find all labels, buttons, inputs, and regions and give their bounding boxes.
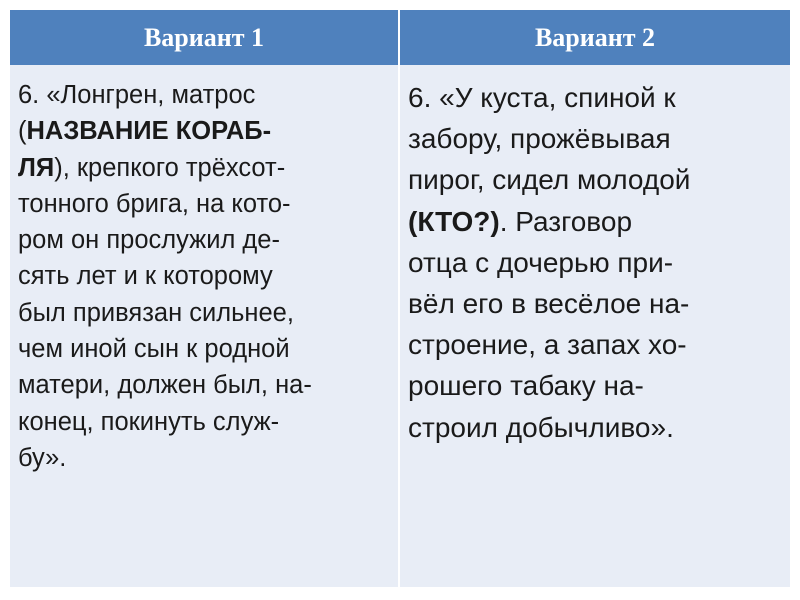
text-segment: вёл его в весёлое на- — [408, 288, 690, 320]
text-line — [18, 404, 388, 440]
text-line — [408, 283, 784, 324]
text-line — [408, 324, 784, 365]
text-line — [408, 365, 784, 406]
text-segment: строение, а запах хо- — [408, 329, 687, 361]
bold-text-segment: (КТО?) — [408, 205, 500, 237]
text-segment: сять лет и к которому — [18, 262, 273, 291]
text-segment: пирог, сидел молодой — [408, 164, 691, 196]
variant-1-text — [10, 65, 400, 587]
text-segment: матери, должен был, на- — [18, 371, 312, 400]
text-segment: конец, покинуть служ- — [18, 407, 280, 436]
text-segment: отца с дочерью при- — [408, 246, 674, 278]
text-line — [408, 201, 784, 242]
text-line — [18, 222, 388, 258]
text-line — [18, 113, 388, 149]
variant-2-text — [400, 65, 790, 587]
text-segment: бу». — [18, 443, 67, 472]
text-line — [18, 295, 388, 331]
text-segment: тонного брига, на кото- — [18, 189, 291, 218]
text-line — [18, 150, 388, 186]
text-line — [18, 186, 388, 222]
header-variant-2: Вариант 2 — [534, 22, 656, 52]
text-segment: чем иной сын к родной — [18, 335, 290, 364]
text-segment: 6. «У куста, спиной к — [408, 82, 676, 113]
text-segment: 6. «Лонгрен, матрос — [18, 81, 256, 109]
bold-text-segment: ЛЯ — [18, 153, 55, 182]
text-segment: был привязан сильнее, — [18, 298, 294, 327]
text-line — [18, 440, 388, 476]
text-segment: рошего табаку на- — [408, 370, 644, 402]
text-line — [408, 77, 784, 118]
text-line — [408, 242, 784, 283]
text-line — [408, 159, 784, 200]
text-line — [18, 331, 388, 367]
table-body-row — [10, 65, 790, 587]
text-segment: ), крепкого трёхсот- — [54, 153, 286, 182]
text-segment: . Разговор — [499, 205, 633, 237]
header-variant-1: Вариант 1 — [10, 10, 400, 65]
text-segment: ром он прослужил де- — [18, 226, 280, 255]
text-line — [408, 407, 784, 448]
text-segment: забору, прожёвывая — [408, 123, 671, 155]
text-segment: ( — [18, 117, 27, 146]
bold-text-segment: НАЗВАНИЕ КОРАБ- — [26, 117, 272, 146]
text-line — [408, 118, 784, 159]
table-header-row — [10, 10, 790, 65]
text-segment: строил добычливо». — [408, 411, 674, 443]
text-line — [18, 77, 388, 113]
text-line — [18, 367, 388, 403]
text-line — [18, 258, 388, 294]
